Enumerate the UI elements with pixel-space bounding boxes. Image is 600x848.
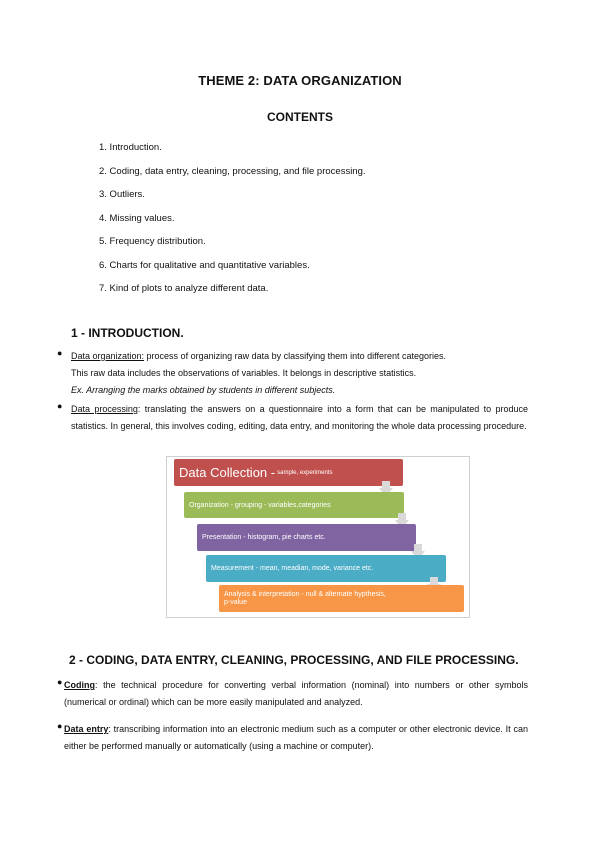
coding-term: Coding <box>64 680 95 690</box>
data-organization-term: Data organization: <box>71 351 145 361</box>
section-1-heading: 1 - INTRODUCTION. <box>71 326 184 340</box>
data-entry-bullet <box>64 721 528 755</box>
diagram-step-organization <box>184 492 404 518</box>
data-processing-term: Data processing <box>71 404 138 414</box>
bullet-dot: ● <box>57 348 63 358</box>
bullet-dot: ● <box>57 721 63 731</box>
toc-item: 2. Coding, data entry, cleaning, processing, and file processing. <box>99 165 366 177</box>
bullet-dot: ● <box>57 677 63 687</box>
diagram-step-title: Organization - grouping - variables,categories <box>189 501 331 509</box>
section-2-heading: 2 - CODING, DATA ENTRY, CLEANING, PROCESSING, AND FILE PROCESSING. <box>69 653 519 667</box>
page-title: THEME 2: DATA ORGANIZATION <box>198 73 402 88</box>
data-organization-line2: This raw data includes the observations of variables. It belongs in descriptive statistics. <box>71 368 417 378</box>
table-of-contents <box>99 139 366 304</box>
toc-item: 5. Frequency distribution. <box>99 236 206 247</box>
toc-item: 1. Introduction. <box>99 142 162 153</box>
coding-text: : the technical procedure for converting verbal information (nominal) into numbers or other symbols (numerical or ordinal) which can be more easily manipulated and analyzed. <box>64 680 528 707</box>
diagram-step-title: Measurement - mean, meadian, mode, variance etc. <box>211 564 374 572</box>
bullet-dot: ● <box>57 401 63 411</box>
contents-heading: CONTENTS <box>267 110 333 124</box>
diagram-step-measurement <box>206 555 446 582</box>
coding-bullet <box>64 677 528 711</box>
toc-item: 6. Charts for qualitative and quantitative variables. <box>99 259 310 271</box>
diagram-step-title: Analysis & interpretation - null & alternate hypthesis, p-value <box>224 590 386 606</box>
data-organization-text: process of organizing raw data by classifying them into different categories. <box>144 351 447 361</box>
diagram-step-title: Presentation - histogram, pie charts etc. <box>202 534 326 541</box>
data-entry-text: : transcribing information into an electronic medium such as a computer or other electronic device. It can either be performed manually or automatically (using a machine or computer). <box>64 724 528 751</box>
diagram-step-presentation <box>197 524 416 551</box>
data-organization-bullet <box>71 348 531 399</box>
diagram-step-title: Data Collection - <box>179 465 276 480</box>
data-organization-example: Ex. Arranging the marks obtained by students in different subjects. <box>71 385 336 395</box>
data-process-diagram <box>166 456 470 618</box>
toc-item: 4. Missing values. <box>99 212 175 224</box>
diagram-step-collection <box>174 459 403 486</box>
toc-item: 7. Kind of plots to analyze different data. <box>99 283 269 294</box>
data-processing-bullet <box>71 401 528 435</box>
data-processing-text: : translating the answers on a questionnaire into a form that can be manipulated to produce statistics. In general, this involves coding, editing, data entry, and monitoring the whole data processing procedure. <box>71 404 528 431</box>
diagram-step-analysis <box>219 585 464 612</box>
data-entry-term: Data entry <box>64 724 109 734</box>
toc-item: 3. Outliers. <box>99 189 145 200</box>
diagram-step-sub: sample, experiments <box>277 469 333 476</box>
